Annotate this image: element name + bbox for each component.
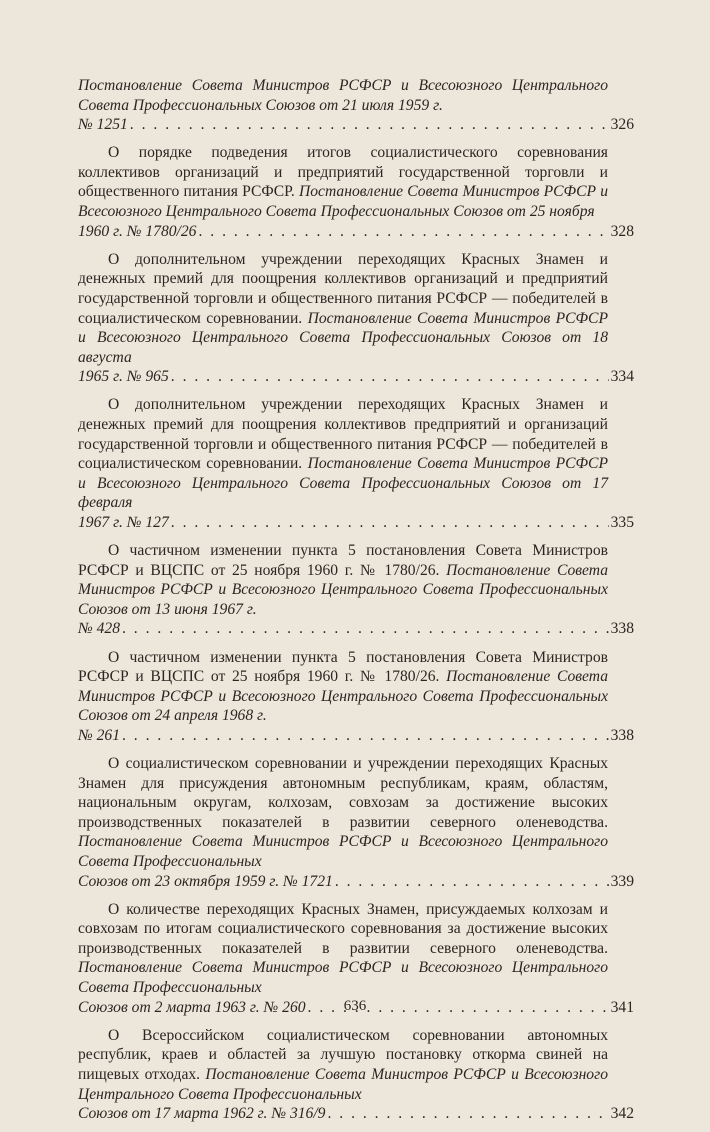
entry-tail: № 428: [78, 620, 120, 638]
leader-dots: [327, 1104, 608, 1124]
entry-body: [78, 754, 608, 872]
entry-page-number: 338: [610, 726, 634, 744]
page-number: 636: [343, 998, 367, 1014]
entry-body: [78, 143, 608, 221]
entry-tail: № 1251: [78, 116, 128, 134]
entry-tail: 1960 г. № 1780/26: [78, 222, 197, 240]
leader-dots: [122, 619, 609, 639]
entry-body: [78, 395, 608, 513]
entry-title: О количестве переходящих Красных Знамен, присуждаемых колхозам и совхозам по итогам социалистического соревнования за достижение высоких производственных показателей в развитии северного оленеводства.: [78, 900, 608, 957]
toc-entry: [78, 754, 634, 891]
entry-tail: 1965 г. № 965: [78, 368, 169, 386]
entry-resolution: Постановление Совета Министров РСФСР и Всесоюзного Центрального Совета Профессиональных: [78, 1065, 608, 1103]
toc-entry: [78, 648, 634, 746]
entry-tail: 1967 г. № 127: [78, 513, 169, 531]
toc-entry: [78, 395, 634, 532]
entry-resolution: Постановление Совета Министров РСФСР и Всесоюзного Центрального Совета Профессиональных: [78, 959, 608, 997]
entry-title: О частичном изменении пункта 5 постановления Совета Министров РСФСР и ВЦСПС от 25 ноября 1960 г. № 1780/26.: [78, 648, 608, 686]
entry-last-line: [78, 1104, 634, 1124]
entry-page-number: 339: [610, 872, 634, 890]
toc-entry: [78, 76, 634, 135]
leader-dots: [171, 367, 609, 387]
entry-page-number: 326: [610, 116, 634, 134]
entry-last-line: [78, 872, 634, 892]
entry-tail: № 261: [78, 726, 120, 744]
entry-tail: Союзов от 23 октября 1959 г. № 1721: [78, 872, 333, 890]
entry-resolution: Постановление Совета Министров РСФСР и Всесоюзного Центрального Совета Профессиональных: [78, 833, 608, 870]
entry-title: О дополнительном учреждении переходящих Красных Знамен и денежных премий для поощрения коллективов предприятий и организаций государственной торговли и общественного питания РСФСР — победителей в социалистическом соревновании.: [78, 396, 608, 473]
entry-title: О Всероссийском социалистическом соревновании автономных республик, краев и областей за лучшую постановку откорма свиней на пищевых отходах.: [78, 1026, 608, 1083]
leader-dots: [198, 222, 608, 242]
entry-last-line: [78, 619, 634, 639]
leader-dots: [171, 513, 609, 533]
entry-title: О дополнительном учреждении переходящих Красных Знамен и денежных премий для поощрения коллективов организаций и предприятий государственной торговли и общественного питания РСФСР — победителей в социалистическом соревновании.: [78, 250, 608, 327]
entry-resolution: Постановление Совета Министров РСФСР и Всесоюзного Центрального Совета Профессиональных Союзов от 21 июля 1959 г.: [78, 77, 608, 114]
entry-body: [78, 648, 608, 726]
toc-entry: [78, 143, 634, 241]
toc-entry: [78, 541, 634, 639]
entry-body: [78, 1026, 608, 1104]
entry-last-line: [78, 367, 634, 387]
entry-resolution: Постановление Совета Министров РСФСР и Всесоюзного Центрального Совета Профессиональных Союзов от 17 февраля: [78, 455, 608, 512]
toc-entry: [78, 250, 634, 387]
entry-page-number: 328: [610, 222, 634, 240]
entry-last-line: [78, 726, 634, 746]
entry-last-line: [78, 222, 634, 242]
entry-body: [78, 900, 608, 998]
entry-last-line: [78, 513, 634, 533]
entry-title: О социалистическом соревновании и учреждении переходящих Красных Знамен для присуждения автономным республикам, краям, областям, национальным округам, колхозам, совхозам за достижение высоких производственных показателей в развитии северного оленеводства.: [78, 755, 608, 831]
leader-dots: [130, 115, 609, 135]
toc-entry: [78, 1026, 634, 1124]
entry-tail: Союзов от 17 марта 1962 г. № 316/9: [78, 1105, 326, 1123]
entry-page-number: 338: [610, 620, 634, 638]
entry-last-line: [78, 115, 634, 135]
leader-dots: [122, 726, 609, 746]
entry-page-number: 335: [610, 513, 634, 531]
entry-page-number: 342: [610, 1105, 634, 1123]
entry-body: [78, 250, 608, 368]
entry-page-number: 334: [610, 368, 634, 386]
entry-resolution: Постановление Совета Министров РСФСР и Всесоюзного Центрального Совета Профессиональных Союзов от 13 июня 1967 г.: [78, 561, 608, 618]
entry-resolution: Постановление Совета Министров РСФСР и Всесоюзного Центрального Совета Профессиональных Союзов от 18 августа: [78, 309, 608, 366]
entry-tail: Союзов от 2 марта 1963 г. № 260: [78, 998, 306, 1016]
entry-title: О частичном изменении пункта 5 постановления Совета Министров РСФСР и ВЦСПС от 25 ноября 1960 г. № 1780/26.: [78, 542, 608, 579]
entry-resolution: Постановление Совета Министров РСФСР и Всесоюзного Центрального Совета Профессиональных Союзов от 24 апреля 1968 г.: [78, 668, 608, 725]
entry-body: [78, 541, 608, 619]
entry-page-number: 341: [610, 998, 634, 1016]
leader-dots: [335, 872, 609, 892]
entry-resolution: Постановление Совета Министров РСФСР и Всесоюзного Центрального Совета Профессиональных Союзов от 25 ноября: [78, 183, 608, 221]
entry-title: О порядке подведения итогов социалистического соревнования коллективов организаций и предприятий государственной торговли и общественного питания РСФСР.: [78, 144, 608, 201]
contents-list: [78, 76, 634, 1132]
